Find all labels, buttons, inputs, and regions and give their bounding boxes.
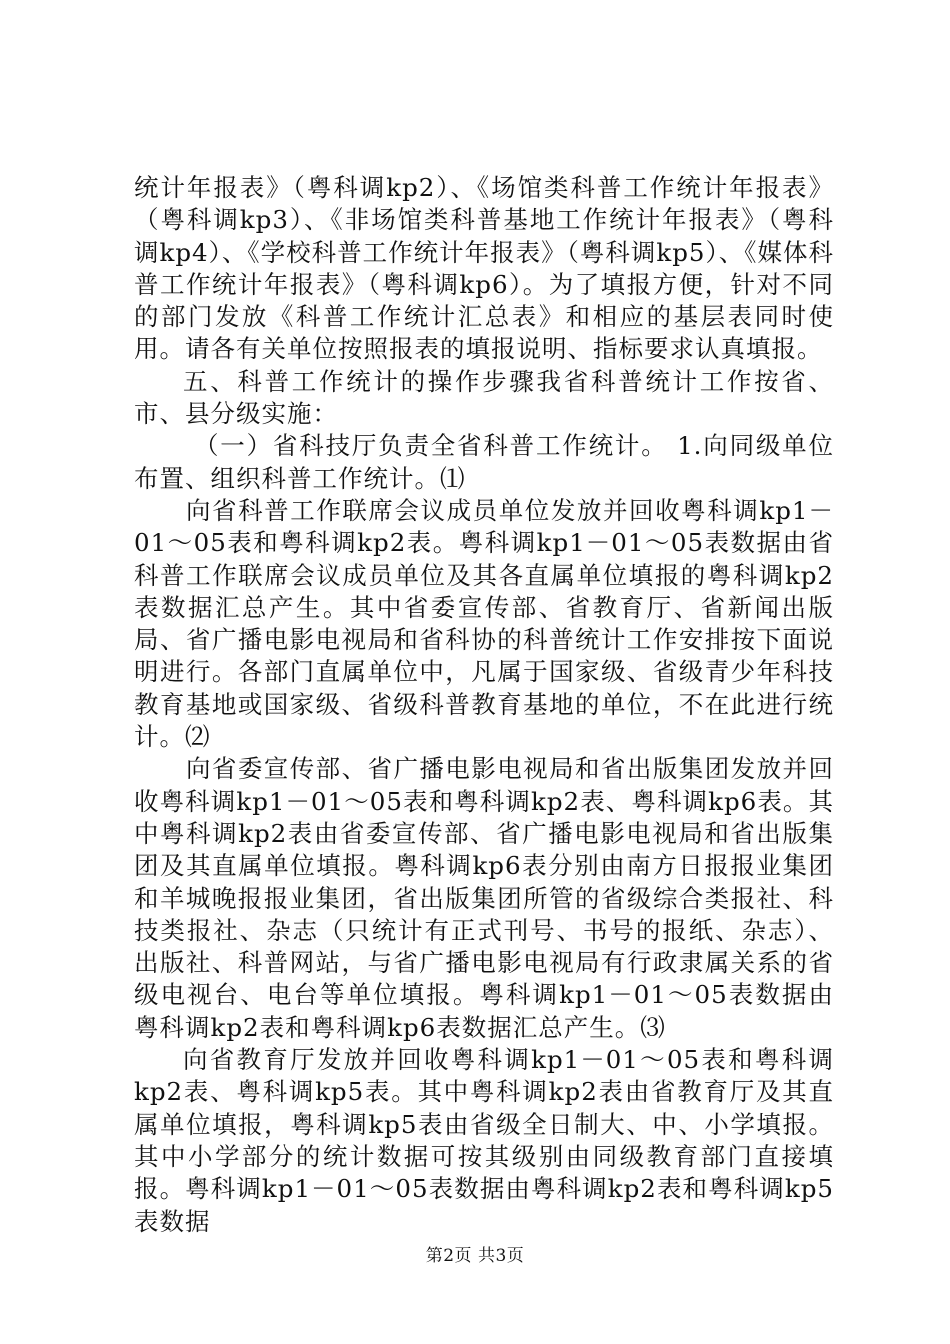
page-footer: 第2页 共3页 <box>425 1246 525 1266</box>
paragraph-report-forms: 统计年报表》（粤科调kp2）、《场馆类科普工作统计年报表》（粤科调kp3）、《非场馆类科普基地工作统计年报表》（粤科调kp4）、《学校科普工作统计年报表》（粤科调kp5）、《媒体科普工作统计年报表》（粤科调kp6）。为了填报方便，针对不同的部门发放《科普工作统计汇总表》和相应的基层表同时使用。请各有关单位按照报表的填报说明、指标要求认真填报。 <box>134 173 834 364</box>
paragraph-item-1: 向省科普工作联席会议成员单位发放并回收粤科调kp1－01～05表和粤科调kp2表。粤科调kp1－01～05表数据由省科普工作联席会议成员单位及其各直属单位填报的粤科调kp2表数据汇总产生。其中省委宣传部、省教育厅、省新闻出版局、省广播电影电视局和省科协的科普统计工作安排按下面说明进行。各部门直属单位中，凡属于国家级、省级青少年科技教育基地或国家级、省级科普教育基地的单位，不在此进行统计。⑵ <box>134 495 834 752</box>
paragraph-item-one: （一）省科技厅负责全省科普工作统计。 1.向同级单位布置、组织科普工作统计。⑴ <box>134 431 834 493</box>
paragraph-item-3: 向省教育厅发放并回收粤科调kp1－01～05表和粤科调kp2表、粤科调kp5表。其中粤科调kp2表由省教育厅及其直属单位填报，粤科调kp5表由省级全日制大、中、小学填报。其中小学部分的统计数据可按其级别由同级教育部门直接填报。粤科调kp1－01～05表数据由粤科调kp2表和粤科调kp5表数据 <box>134 1045 834 1236</box>
paragraph-item-2: 向省委宣传部、省广播电影电视局和省出版集团发放并回收粤科调kp1－01～05表和粤科调kp2表、粤科调kp6表。其中粤科调kp2表由省委宣传部、省广播电影电视局和省出版集团及其直属单位填报。粤科调kp6表分别由南方日报报业集团和羊城晚报报业集团，省出版集团所管的省级综合类报社、科技类报社、杂志（只统计有正式刊号、书号的报纸、杂志）、出版社、科普网站，与省广播电影电视局有行政隶属关系的省级电视台、电台等单位填报。粤科调kp1－01～05表数据由粤科调kp2表和粤科调kp6表数据汇总产生。⑶ <box>134 754 834 1042</box>
paragraph-section-five: 五、科普工作统计的操作步骤我省科普统计工作按省、市、县分级实施： <box>134 366 834 429</box>
document-body <box>134 172 834 1238</box>
